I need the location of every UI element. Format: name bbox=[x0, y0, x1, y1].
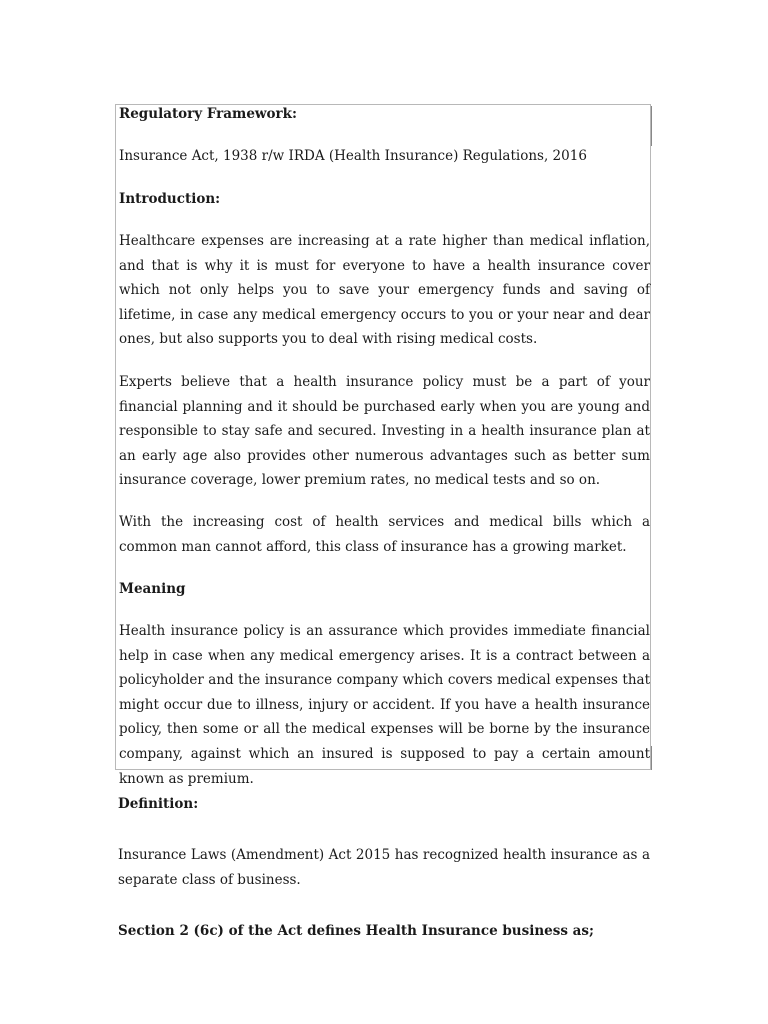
right-edge-mark-top bbox=[651, 106, 652, 146]
regulation-text: Insurance Act, 1938 r/w IRDA (Health Insurance) Regulations, 2016 bbox=[119, 148, 587, 164]
right-edge-mark-bottom bbox=[651, 746, 652, 770]
heading-introduction: Introduction: bbox=[119, 191, 221, 207]
heading-meaning: Meaning bbox=[119, 581, 186, 597]
heading-regulatory-framework: Regulatory Framework: bbox=[119, 106, 297, 122]
heading-section-2-6c: Section 2 (6c) of the Act defines Health Insurance business as; bbox=[118, 923, 594, 939]
intro-paragraph-3: With the increasing cost of health services and medical bills which a common man cannot afford, this class of insurance has a growing market. bbox=[119, 514, 650, 555]
intro-paragraph-1: Healthcare expenses are increasing at a rate higher than medical inflation, and that is why it is must for everyone to have a health insurance cover which not only helps you to save your emergency funds and saving of lifetime, in case any medical emergency occurs to you or your near and dear ones, but also supports you to deal with rising medical costs. bbox=[119, 233, 650, 348]
bordered-text-box bbox=[115, 104, 651, 787]
heading-definition: Definition: bbox=[118, 796, 199, 812]
definition-paragraph: Insurance Laws (Amendment) Act 2015 has recognized health insurance as a separate class of business. bbox=[118, 847, 650, 888]
intro-paragraph-2: Experts believe that a health insurance policy must be a part of your financial planning and it should be purchased early when you are young and responsible to stay safe and secured. Investing in a health insurance plan at an early age also provides other numerous advantages such as better sum insurance coverage, lower premium rates, no medical tests and so on. bbox=[119, 374, 650, 489]
meaning-paragraph: Health insurance policy is an assurance which provides immediate financial help in case when any medical emergency arises. It is a contract between a policyholder and the insurance company which covers medical expenses that might occur due to illness, injury or accident. If you have a health insurance policy, then some or all the medical expenses will be borne by the insurance company, against which an insured is supposed to pay a certain amount known as premium. bbox=[119, 623, 650, 787]
